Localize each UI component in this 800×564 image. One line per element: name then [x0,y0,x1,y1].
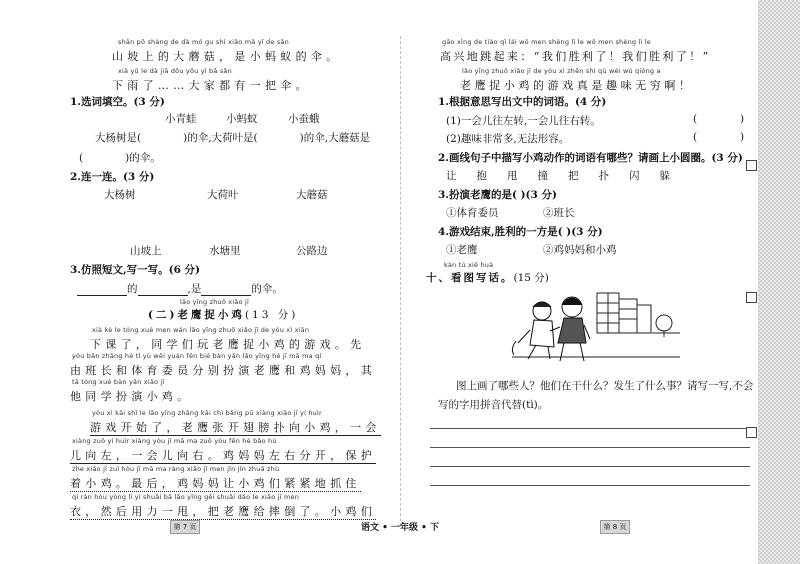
word-list: 让 抱 甩 撞 把 扑 闪 躲 [446,170,670,182]
question-3: 3.仿照短文,写一写。(6 分) [70,264,201,276]
margin-marker-icon [746,292,757,303]
writing-prompt: 图上画了哪些人？他们在干什么？发生了什么事？请写一写,不会 [456,380,754,392]
story-line: 他同学扮演小鸡。 [70,390,193,403]
poem-line: 下雨了……大家都有一把伞。 [112,79,311,92]
pinyin-line: qí rán hòu yòng lì yì shuǎi bǎ lǎo yīng gěi shuǎi dǎo le xiǎo jī men [72,493,300,501]
story-line-underlined: 游戏开始了，老鹰张开翅膀扑向小鸡，一会 [90,421,381,434]
word-option: 小青蛙 [165,113,197,125]
question-2: 2.连一连。(3 分) [70,171,155,183]
pinyin-line: xià kè le tóng xué men wán lǎo yīng zhuō xiǎo jī de yóu xì xiān [92,326,310,334]
match-item: 公路边 [296,245,328,257]
pinyin-line: xià yǔ le dà jiā dōu yǒu yì bǎ sǎn [118,67,232,75]
question-item: (1)一会儿往左转,一会儿往右转。 [446,115,601,127]
question-4: 4.游戏结束,胜利的一方是( )(3 分) [438,226,603,238]
writing-line[interactable] [430,485,750,486]
story-line-underlined: 着小鸡。最后，鸡妈妈让小鸡们紧紧地抓住 [70,477,361,490]
pinyin-line: kàn tú xiě huà [444,261,494,269]
writing-prompt: 写的字用拼音代替(tì)。 [438,399,549,411]
left-page: shān pō shàng de dà mó gu shì xiǎo mǎ yǐ de sǎn 山坡上的大蘑菇，是小蚂蚁的伞。 xià yǔ le dà jiā dōu yǒu yì bǎ sǎn 下雨了……大家都有一把伞。 1.选词填空。(3 分) 小青蛙 小蚂蚁 小蚕蛾 大杨树是( )的伞,大荷叶是( )的伞,大蘑菇是 ( )的伞。 2.连一连。(3 分) 大杨树 大荷叶 大蘑菇 山坡上 水塘里 公路边 3.仿照短文,写一写。(6 分) 的 ,是 的伞。 lǎo yīng zhuō xiǎo jī (二)老鹰捉小鸡(13 分) xià kè le tóng xué men wán lǎo yīng zhuō xiǎo jī de yóu xì xiān 下课了，同学们玩老鹰捉小鸡的游戏。先 yóu bān zhǎng hé tǐ yù wěi yuán fēn bié bàn yǎn lǎo yīng hé jī mā ma qí 由班长和体育委员分别扮演老鹰和鸡妈妈，其 tā tóng xué bàn yǎn xiǎo jī 他同学扮演小鸡。 yóu xì kāi shǐ le lǎo yīng zhāng kāi chì bǎng pū xiàng xiǎo jī yí huìr 游戏开始了，老鹰张开翅膀扑向小鸡，一会 xiàng zuǒ yí huìr xiàng yòu jī mā ma zuǒ yòu fēn hé bǎo hù 儿向左，一会儿向右。鸡妈妈左右分开，保护 zhe xiǎo jī zuì hòu jī mā ma ràng xiǎo jī men jǐn jǐn zhuā zhù 着小鸡。最后，鸡妈妈让小鸡们紧紧地抓住 qí rán hòu yòng lì yì shuǎi bǎ lǎo yīng gěi shuǎi dǎo le xiǎo jī men 衣，然后用力一甩，把老鹰给摔倒了。小鸡们 第 7 页 [0,0,400,564]
pinyin-line: yóu xì kāi shǐ le lǎo yīng zhāng kāi chì bǎng pū xiàng xiǎo jī yí huìr [92,409,322,417]
binding-strip [758,0,800,564]
match-item: 山坡上 [130,245,162,257]
story-line-underlined: 衣，然后用力一甩，把老鹰给摔倒了。小鸡们 [70,505,376,518]
pinyin-line: zhe xiǎo jī zuì hòu jī mā ma ràng xiǎo jī men jǐn jǐn zhuā zhù [72,465,280,473]
writing-line[interactable] [430,447,750,448]
margin-marker-icon [746,160,757,171]
word-option: 小蚂蚁 [226,113,258,125]
story-line: 下课了，同学们玩老鹰捉小鸡的游戏。先 [90,338,366,351]
pinyin-line: lǎo yīng zhuō xiǎo jī de yóu xì zhēn shì qù wèi wú qióng a [462,67,661,75]
right-page: gāo xìng de tiào qǐ lái wǒ men shèng lì le wǒ men shèng lì le 高兴地跳起来：“我们胜利了！我们胜利了！” lǎo yīng zhuō xiǎo jī de yóu xì zhēn shì qù wèi wú qióng a 老鹰捉小鸡的游戏真是趣味无穷啊！ 1.根据意思写出文中的词语。(4 分) (1)一会儿往左转,一会儿往右转。 ( ) (2)趣味非常多,无法形容。 ( ) 2.画线句子中描写小鸡动作的词语有哪些？请画上小圆圈。(3 分) 让 抱 甩 撞 把 扑 闪 躲 3.扮演老鹰的是( )(3 分) ①体育委员 ②班长 4.游戏结束,胜利的一方是( )(3 分) ①老鹰 ②鸡妈妈和小鸡 kàn tú xiě huà 十、看图写话。(15 分) 图上画了哪些人？他们在干什么？发生了什么事？请写一写,不会 写的字用拼音代替(tì)。 第 8 页 [400,0,758,564]
margin-marker-icon [746,427,757,438]
pinyin-line: xiàng zuǒ yí huìr xiàng yòu jī mā ma zuǒ yòu fēn hé bǎo hù [72,437,277,445]
story-line: 高兴地跳起来：“我们胜利了！我们胜利了！” [440,50,711,63]
word-option: 小蚕蛾 [288,113,320,125]
pinyin-line: gāo xìng de tiào qǐ lái wǒ men shèng lì le wǒ men shèng lì le [442,38,651,46]
story-line-underlined: 儿向左，一会儿向右。鸡妈妈左右分开，保护 [70,449,376,462]
question-1: 1.选词填空。(3 分) [70,96,165,108]
story-line: 老鹰捉小鸡的游戏真是趣味无穷啊！ [460,79,694,92]
question-1: 1.根据意思写出文中的词语。(4 分) [438,96,607,108]
match-item: 水塘里 [209,245,241,257]
writing-line[interactable] [430,466,750,467]
pinyin-line: tā tóng xué bàn yǎn xiǎo jī [72,378,165,386]
illustration-kids [502,285,682,365]
page-number: 第 8 页 [600,520,630,534]
question-3: 3.扮演老鹰的是( )(3 分) [438,189,557,201]
section-title: (二)老鹰捉小鸡(13 分) [148,309,299,321]
footer-subject: 语文 • 一年级 • 下 [360,523,440,533]
pinyin-line: shān pō shàng de dà mó gu shì xiǎo mǎ yǐ de sǎn [118,38,289,46]
section-title: 十、看图写话。(15 分) [426,272,549,284]
question-item: (2)趣味非常多,无法形容。 [446,133,570,145]
page-number: 第 7 页 [170,520,200,534]
writing-line[interactable] [430,428,750,429]
pinyin-line: lǎo yīng zhuō xiǎo jī [180,298,249,306]
story-line: 由班长和体育委员分别扮演老鹰和鸡妈妈，其 [70,364,376,377]
match-item: 大蘑菇 [296,189,328,201]
fill-line: 的 ,是 的伞。 [77,281,283,296]
question-2: 2.画线句子中描写小鸡动作的词语有哪些？请画上小圆圈。(3 分) [438,152,743,164]
pinyin-line: yóu bān zhǎng hé tǐ yù wěi yuán fēn bié bàn yǎn lǎo yīng hé jī mā ma qí [72,352,322,360]
match-item: 大杨树 [104,189,136,201]
match-item: 大荷叶 [207,189,239,201]
poem-line: 山坡上的大蘑菇，是小蚂蚁的伞。 [112,50,342,63]
